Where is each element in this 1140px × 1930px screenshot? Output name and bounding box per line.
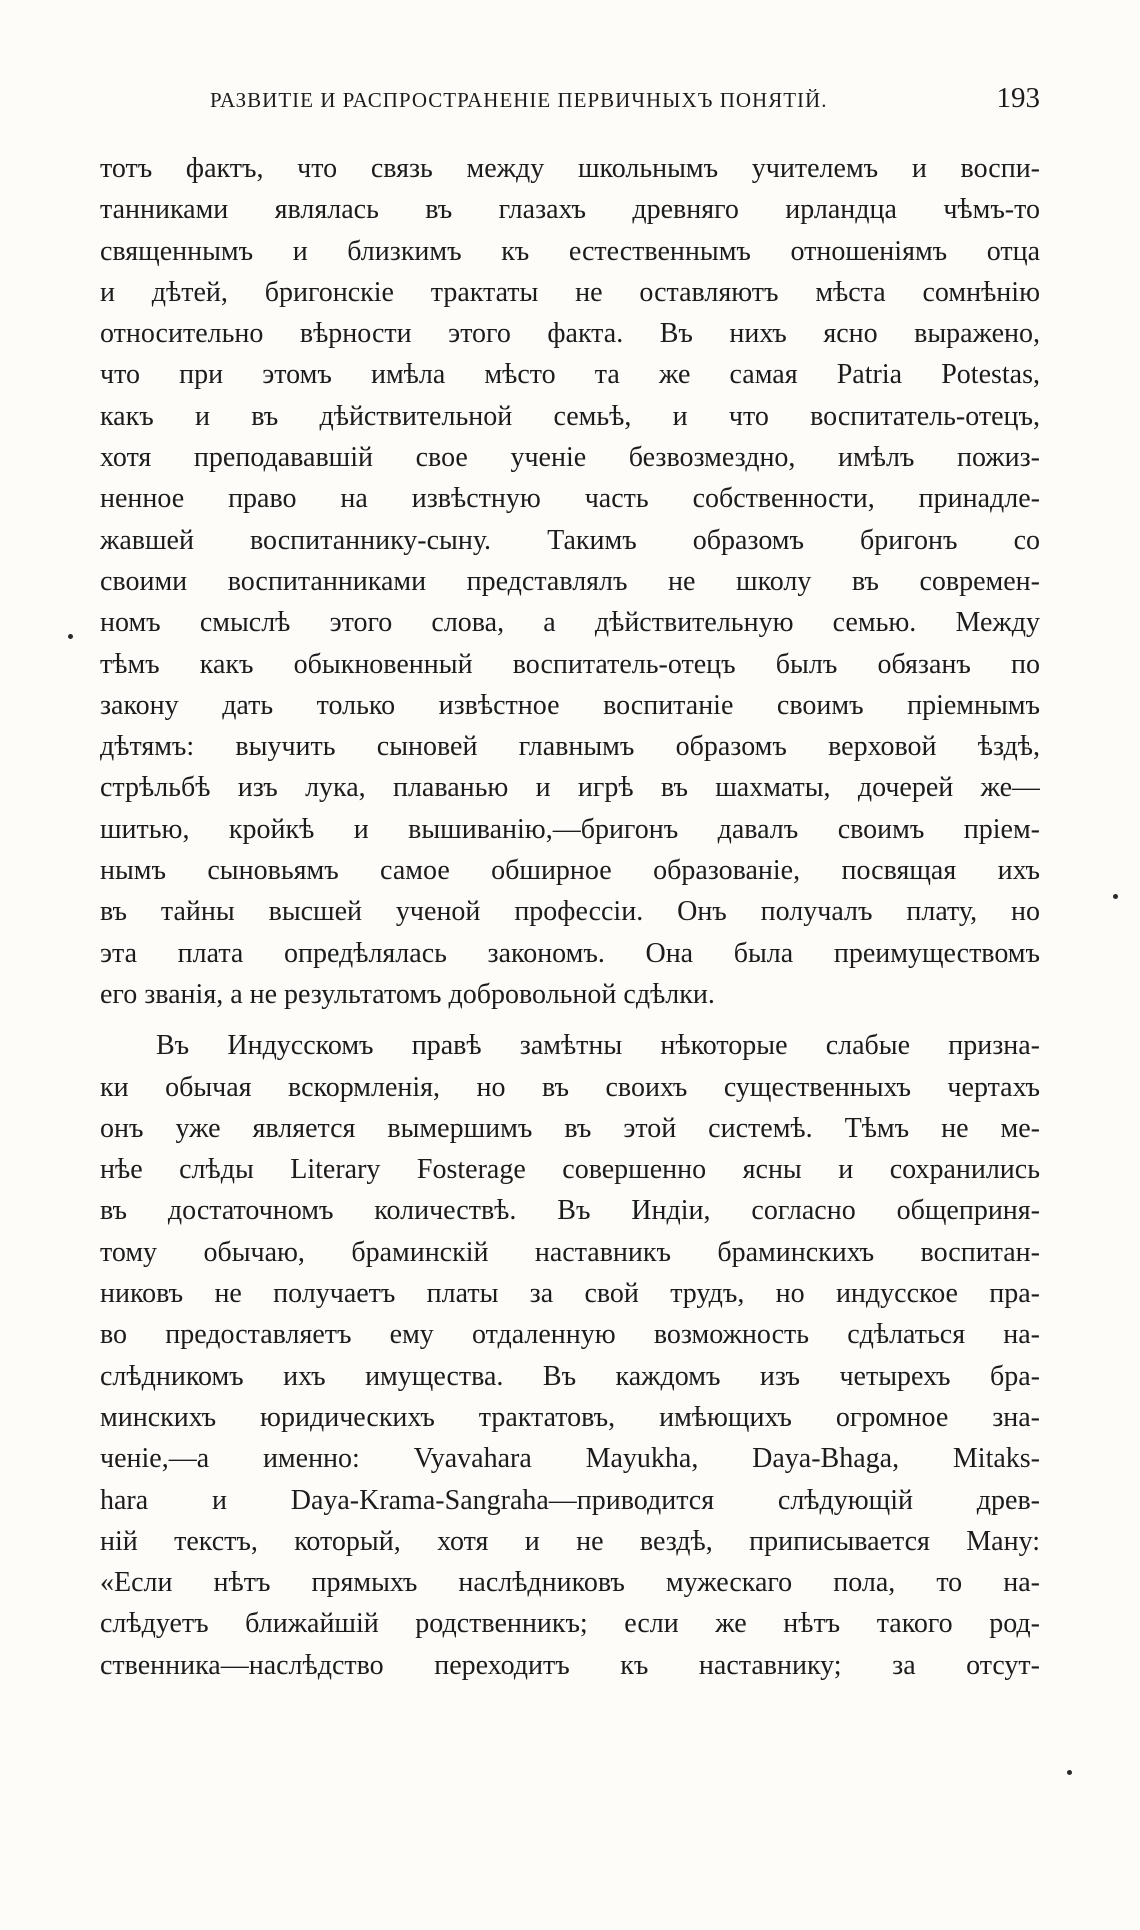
page-number: 193 [996,82,1040,114]
body-text [100,148,1040,1686]
running-title: РАЗВИТІЕ И РАСПРОСТРАНЕНІЕ ПЕРВИЧНЫХЪ ПОНЯТІЙ. [210,88,828,112]
text-line: слѣдуетъ ближайшій родственникъ; если же нѣтъ такого род- [100,1608,1040,1640]
text-line: закону дать только извѣстное воспитаніе своимъ пріемнымъ [100,689,1040,721]
text-line: ченіе,—а именно: Vyavahara Mayukha, Daya-Bhaga, Mitaks- [100,1443,1040,1475]
text-line: ненное право на извѣстную часть собственности, принадле- [100,483,1040,515]
text-line: жавшей воспитаннику-сыну. Такимъ образомъ бригонъ со [100,524,1040,556]
text-line: никовъ не получаетъ платы за свой трудъ, но индусское пра- [100,1278,1040,1310]
running-head [210,82,1040,122]
text-line: какъ и въ дѣйствительной семьѣ, и что воспитатель-отецъ, [100,400,1040,432]
text-line: нѣе слѣды Literary Fosterage совершенно ясны и сохранились [100,1154,1040,1186]
text-line: тѣмъ какъ обыкновенный воспитатель-отецъ былъ обязанъ по [100,648,1040,680]
text-line: минскихъ юридическихъ трактатовъ, имѣющихъ огромное зна- [100,1401,1040,1433]
text-line: онъ уже является вымершимъ въ этой системѣ. Тѣмъ не ме- [100,1112,1040,1144]
text-line: относительно вѣрности этого факта. Въ нихъ ясно выражено, [100,318,1040,350]
text-line: танниками являлась въ глазахъ древняго ирландца чѣмъ-то [100,194,1040,226]
text-line: въ тайны высшей ученой профессіи. Онъ получалъ плату, но [100,896,1040,928]
text-line: ки обычая вскормленія, но въ своихъ существенныхъ чертахъ [100,1071,1040,1103]
paragraph-2 [100,1025,1040,1686]
text-line: ственника—наслѣдство переходитъ къ наставнику; за отсут- [100,1649,1040,1681]
text-line: шитью, кройкѣ и вышиванію,—бригонъ давалъ своимъ пріем- [100,813,1040,845]
text-line: хотя преподававшій свое ученіе безвозмездно, имѣлъ пожиз- [100,442,1040,474]
text-line: нымъ сыновьямъ самое обширное образованіе, посвящая ихъ [100,855,1040,887]
text-line: Въ Индусскомъ правѣ замѣтны нѣкоторые слабые призна- [156,1030,1040,1062]
text-line: тотъ фактъ, что связь между школьнымъ учителемъ и воспи- [100,153,1040,184]
text-line: и дѣтей, бригонскіе трактаты не оставляютъ мѣста сомнѣнію [100,276,1040,308]
text-line: hara и Daya-Krama-Sangraha—приводится слѣдующій древ- [100,1484,1040,1516]
paragraph-1 [100,148,1040,1015]
text-line: его званія, а не результатомъ добровольной сдѣлки. [100,978,715,1010]
text-line: ній текстъ, который, хотя и не вездѣ, приписывается Ману: [100,1525,1040,1557]
text-line: въ достаточномъ количествѣ. Въ Индіи, согласно общеприня- [100,1195,1040,1227]
text-line: стрѣльбѣ изъ лука, плаванью и игрѣ въ шахматы, дочерей же— [100,772,1040,804]
text-line: что при этомъ имѣла мѣсто та же самая Patria Potestas, [100,359,1040,391]
text-line: «Если нѣтъ прямыхъ наслѣдниковъ мужескаго пола, то на- [100,1567,1040,1599]
text-line: священнымъ и близкимъ къ естественнымъ отношеніямъ отца [100,235,1040,267]
text-line: своими воспитанниками представлялъ не школу въ современ- [100,565,1040,597]
text-line: эта плата опредѣлялась закономъ. Она была преимуществомъ [100,937,1040,969]
paragraph-gap [100,1015,1040,1025]
text-line: номъ смыслѣ этого слова, а дѣйствительную семью. Между [100,607,1040,639]
text-line: тому обычаю, браминскій наставникъ браминскихъ воспитан- [100,1236,1040,1268]
text-line: слѣдникомъ ихъ имущества. Въ каждомъ изъ четырехъ бра- [100,1360,1040,1392]
ink-speck [1067,1770,1072,1775]
text-line: дѣтямъ: выучить сыновей главнымъ образомъ верховой ѣздѣ, [100,731,1040,763]
ink-speck [1113,894,1118,899]
text-line: во предоставляетъ ему отдаленную возможность сдѣлаться на- [100,1319,1040,1351]
ink-speck [68,634,73,639]
